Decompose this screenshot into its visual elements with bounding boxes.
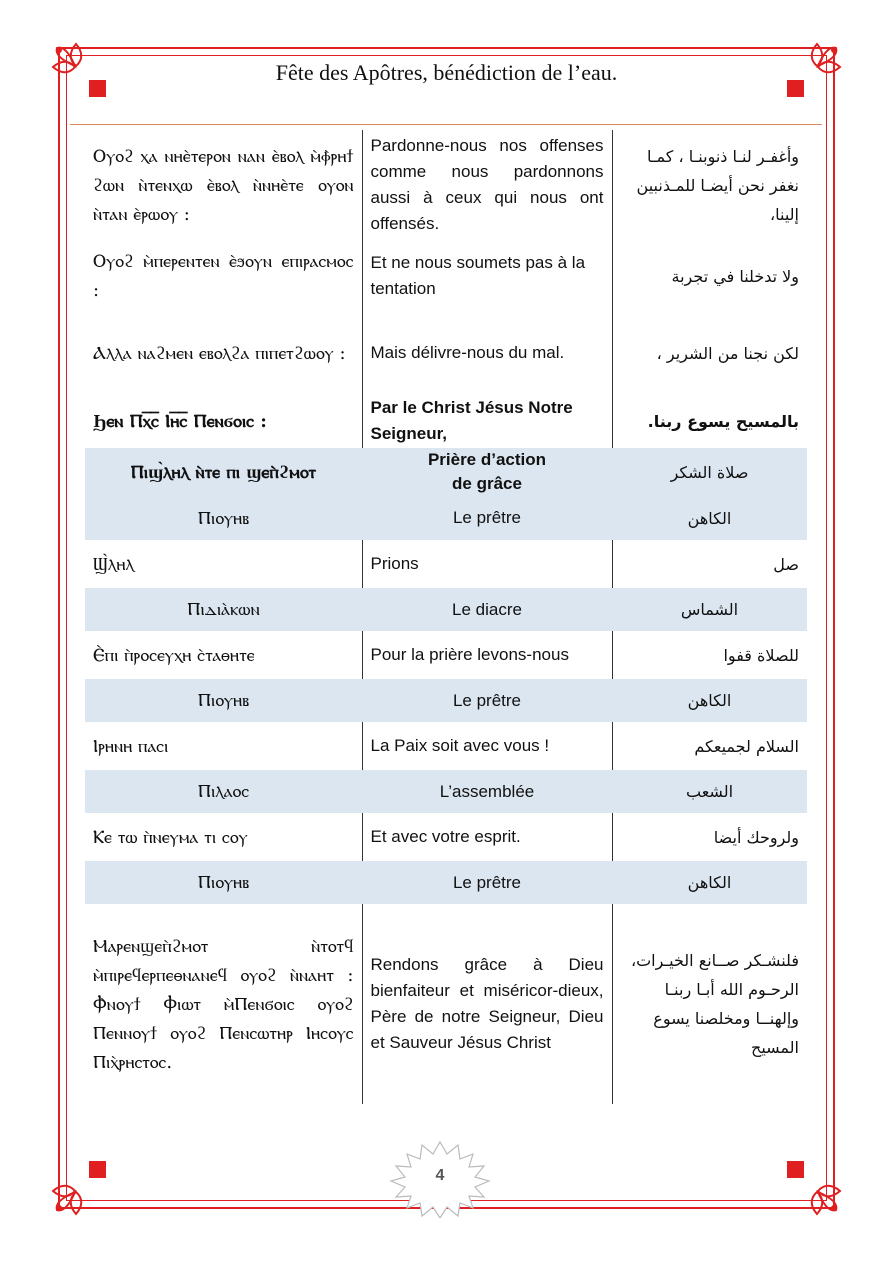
french-role: Le prêtre xyxy=(362,496,612,540)
section-header-row xyxy=(85,448,807,496)
french-role: L’assemblée xyxy=(362,770,612,813)
coptic-text: Ⲕⲉ ⲧⲱ ⲡ̀ⲛⲉⲩⲙⲁ ⲧⲓ ⲥⲟⲩ xyxy=(93,826,248,848)
french-role: Le diacre xyxy=(362,588,612,631)
french-text: Mais délivre-nous du mal. xyxy=(362,312,612,394)
table-row xyxy=(85,540,807,588)
liturgy-table xyxy=(85,130,807,1104)
page-number: 4 xyxy=(435,1167,445,1184)
coptic-role: Ⲡⲓⲇⲓⲁ̀ⲕⲱⲛ xyxy=(85,588,362,631)
role-header-row xyxy=(85,679,807,722)
french-heading: Prière d’action de grâce xyxy=(362,448,612,496)
coptic-text: Ⲁⲗⲗⲁ ⲛⲁϩⲙⲉⲛ ⲉⲃⲟⲗϩⲁ ⲡⲓⲡⲉⲧϩⲱⲟⲩ : xyxy=(93,342,346,364)
arabic-text: صل xyxy=(773,554,799,574)
table-row xyxy=(85,394,807,448)
arabic-text: ولا تدخلنا في تجربة xyxy=(671,266,799,286)
table-row xyxy=(85,722,807,770)
role-header-row xyxy=(85,861,807,904)
french-text: Pardonne-nous nos offenses comme nous pardonnons aussi à ceux qui nous ont offensés. xyxy=(362,130,612,240)
coptic-text: Ⲟⲩⲟϩ ⲭⲁ ⲛⲏⲉ̀ⲧⲉⲣⲟⲛ ⲛⲁⲛ ⲉ̀ⲃⲟⲗ ⲙ̀ⲫ̀ⲣⲏϯ ϩⲱⲛ ⲛ̀ⲧⲉⲛⲭⲱ ⲉ̀ⲃⲟⲗ ⲛ̀ⲛⲏⲉ̀ⲧⲉ ⲟⲩⲟⲛ ⲛ̀ⲧⲁⲛ ⲉ̀ⲣⲱⲟⲩ : xyxy=(93,145,354,225)
fleur-de-lis-corner-icon xyxy=(45,1160,107,1222)
arabic-text: فلنشـكر صــانع الخيـرات، الرحـوم الله أبـا ربنـا وإلهنــا ومخلصنا يسوع المسيح xyxy=(630,951,799,1057)
coptic-text: Ϣ̀ⲗⲏⲗ xyxy=(93,553,135,575)
role-header-row xyxy=(85,496,807,540)
page-title: Fête des Apôtres, bénédiction de l’eau. xyxy=(275,60,618,85)
french-text: Pour la prière levons-nous xyxy=(362,631,612,679)
french-role: Le prêtre xyxy=(362,679,612,722)
table-row xyxy=(85,904,807,1104)
fleur-de-lis-corner-icon xyxy=(786,1160,848,1222)
arabic-role: الكاهن xyxy=(612,679,807,722)
coptic-text: Ϧⲉⲛ Ⲡⲭ̅ⲥ̅ Ⲓⲏ̅ⲥ̅ Ⲡⲉⲛϭⲟⲓⲥ : xyxy=(93,410,267,432)
table-row xyxy=(85,813,807,861)
french-text: Et ne nous soumets pas à la tentation xyxy=(362,240,612,312)
arabic-text: السلام لجميعكم xyxy=(694,736,799,756)
french-text: Par le Christ Jésus Notre Seigneur, xyxy=(362,394,612,448)
french-role: Le prêtre xyxy=(362,861,612,904)
arabic-role: الكاهن xyxy=(612,496,807,540)
coptic-text: Ⲓⲣⲏⲛⲏ ⲡⲁⲥⲓ xyxy=(93,735,169,757)
table-row xyxy=(85,631,807,679)
arabic-text: بالمسيح يسوع ربنا. xyxy=(647,411,799,431)
french-text: La Paix soit avec vous ! xyxy=(362,722,612,770)
coptic-heading: Ⲡⲓϣ̀ⲗⲏⲗ ⲛ̀ⲧⲉ ⲡⲓ ϣⲉⲡ̀ϩⲙⲟⲧ xyxy=(85,448,362,496)
table-row xyxy=(85,240,807,312)
french-text: Rendons grâce à Dieu bienfaiteur et miséricor-dieux, Père de notre Seigneur, Dieu et Sauveur Jésus Christ xyxy=(362,904,612,1104)
coptic-role: Ⲡⲓⲟⲩⲏⲃ xyxy=(85,679,362,722)
arabic-text: وأغفـر لنـا ذنوبنـا ، كمـا نغفر نحن أيضـا للمـذنبين إلينا، xyxy=(636,146,799,224)
arabic-role: الكاهن xyxy=(612,861,807,904)
coptic-role: Ⲡⲓⲟⲩⲏⲃ xyxy=(85,496,362,540)
arabic-text: للصلاة قفوا xyxy=(723,645,799,665)
arabic-role: الشعب xyxy=(612,770,807,813)
arabic-role: الشماس xyxy=(612,588,807,631)
coptic-text: Ⲟⲩⲟϩ ⲙ̀ⲡⲉⲣⲉⲛⲧⲉⲛ ⲉ̀ϧⲟⲩⲛ ⲉⲡⲓⲣⲁⲥⲙⲟⲥ : xyxy=(93,251,354,301)
coptic-text: Ⲉ̀ⲡⲓ ⲡ̀ⲣⲟⲥⲉⲩⲭⲏ ⲥ̀ⲧⲁⲑⲏⲧⲉ xyxy=(93,644,255,666)
coptic-text: Ⲙⲁⲣⲉⲛϣⲉⲡ̀ϩⲙⲟⲧ ⲛ̀ⲧⲟⲧϥ ⲙ̀ⲡⲓⲣⲉϥⲉⲣⲡⲉⲑⲛⲁⲛⲉϥ ⲟⲩⲟϩ ⲛ̀ⲛⲁⲏⲧ : Ⲫ̀ⲛⲟⲩϯ Ⲫⲓⲱⲧ ⲙ̀Ⲡⲉⲛϭⲟⲓⲥ ⲟⲩⲟϩ Ⲡⲉⲛⲛⲟⲩϯ ⲟⲩⲟϩ Ⲡⲉⲛⲥⲱⲧⲏⲣ Ⲓⲏⲥⲟⲩⲥ Ⲡⲓⲭ̀ⲣⲏⲥⲧⲟⲥ. xyxy=(93,935,354,1073)
table-row xyxy=(85,312,807,394)
arabic-text: لكن نجنا من الشرير ، xyxy=(656,343,799,363)
french-text: Prions xyxy=(362,540,612,588)
coptic-role: Ⲡⲓⲗⲁⲟⲥ xyxy=(85,770,362,813)
title-divider xyxy=(70,124,822,125)
arabic-heading: صلاة الشكر xyxy=(612,448,807,496)
arabic-text: ولروحك أيضا xyxy=(713,827,799,847)
coptic-role: Ⲡⲓⲟⲩⲏⲃ xyxy=(85,861,362,904)
role-header-row xyxy=(85,770,807,813)
french-text: Et avec votre esprit. xyxy=(362,813,612,861)
role-header-row xyxy=(85,588,807,631)
table-row xyxy=(85,130,807,240)
